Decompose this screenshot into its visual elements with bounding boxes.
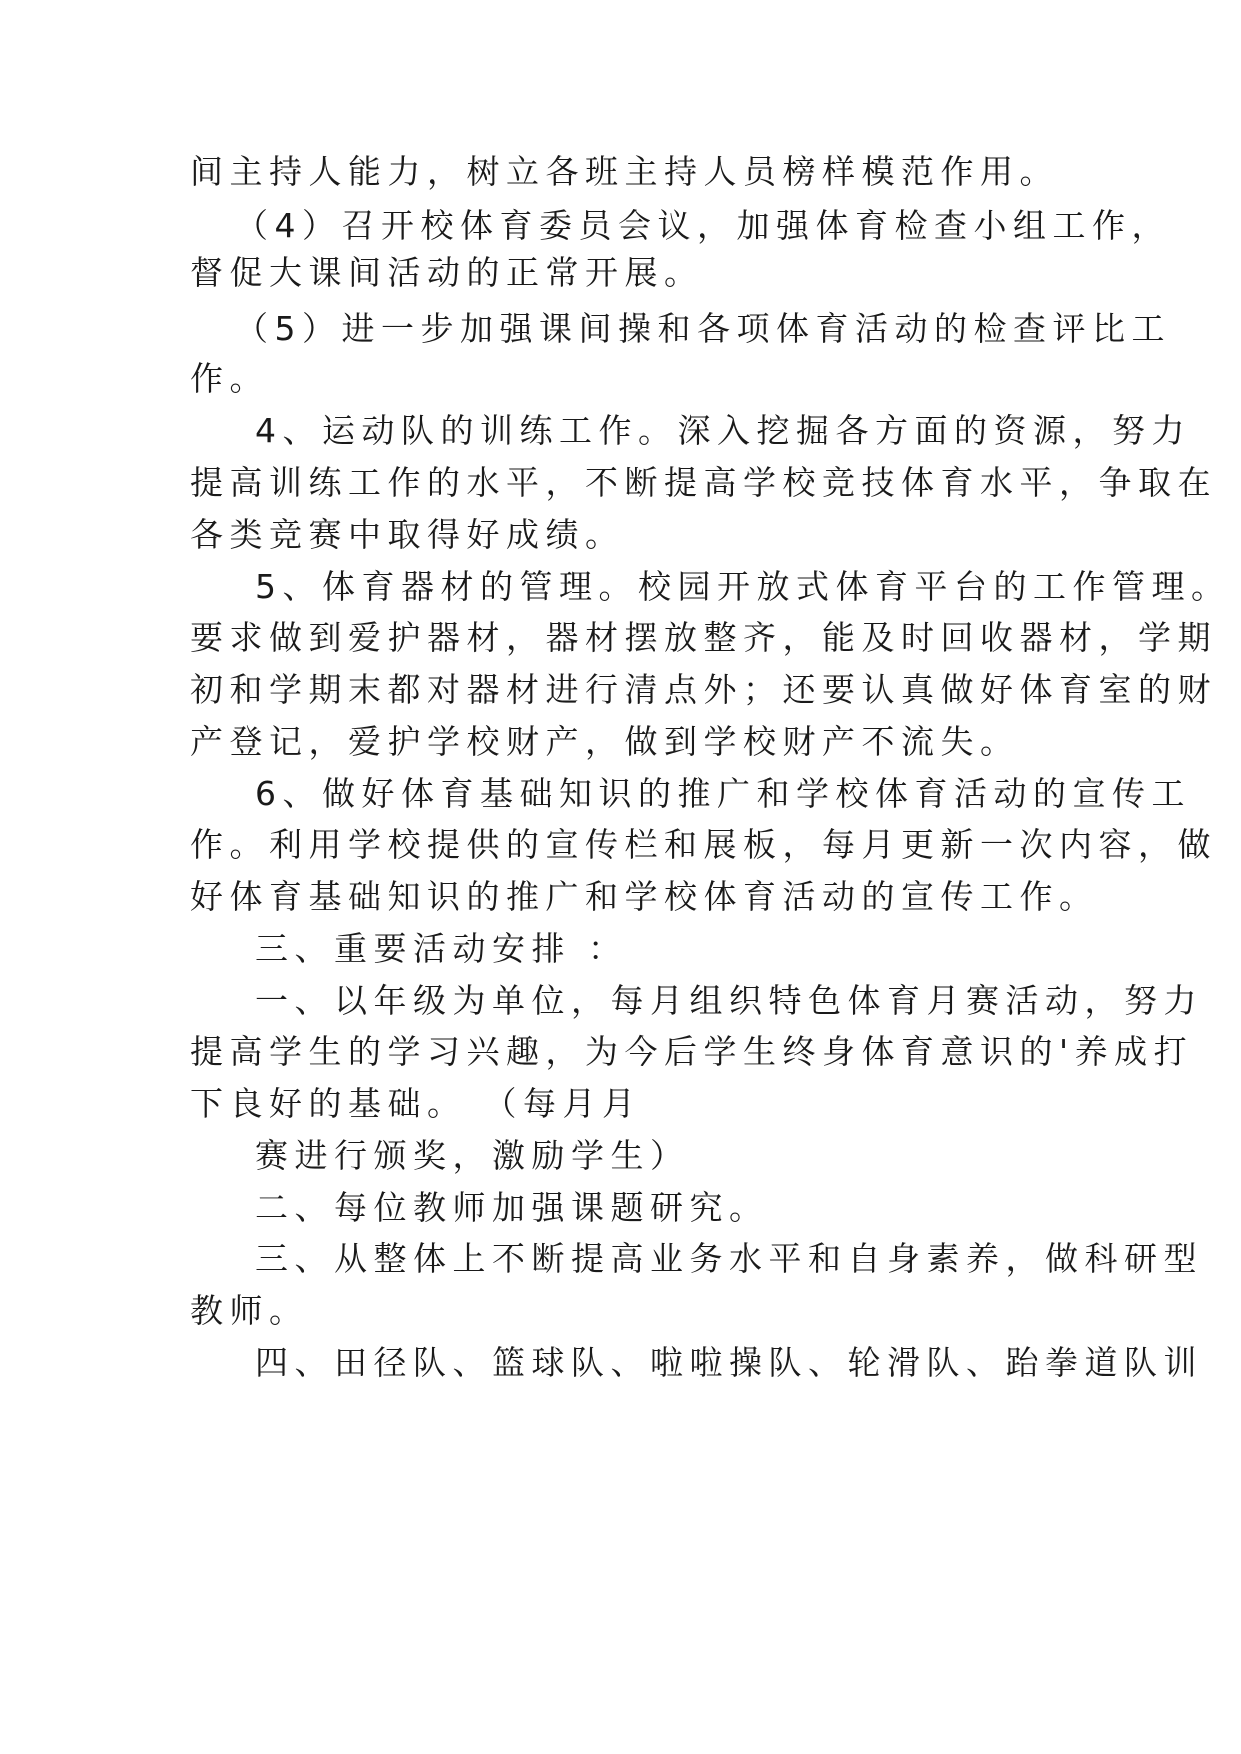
text-line: 赛进行颁奖，激励学生） (255, 1136, 690, 1175)
text-line: 教师。 (190, 1291, 309, 1330)
text-line: 各类竞赛中取得好成绩。 (190, 515, 625, 554)
text-line: 作。 (190, 359, 269, 398)
text-line: 提高学生的学习兴趣，为今后学生终身体育意识的'养成打 (190, 1032, 1194, 1071)
text-line: 提高训练工作的水平，不断提高学校竞技体育水平，争取在 (190, 463, 1217, 502)
text-line: 二、每位教师加强课题研究。 (255, 1188, 769, 1227)
text-line: 产登记，爱护学校财产，做到学校财产不流失。 (190, 722, 1020, 761)
text-line: 要求做到爱护器材，器材摆放整齐，能及时回收器材，学期 (190, 618, 1217, 657)
text-line: 一、以年级为单位，每月组织特色体育月赛活动，努力 (255, 981, 1203, 1020)
text-line: 下良好的基础。 （每月月 (190, 1084, 642, 1123)
text-line: 三、从整体上不断提高业务水平和自身素养，做科研型 (255, 1239, 1203, 1278)
text-line: 作。利用学校提供的宣传栏和展板，每月更新一次内容，做 (190, 825, 1217, 864)
text-line: 4、运动队的训练工作。深入挖掘各方面的资源，努力 (255, 411, 1191, 450)
text-line: 5、体育器材的管理。校园开放式体育平台的工作管理。 (255, 567, 1231, 606)
text-line: 6、做好体育基础知识的推广和学校体育活动的宣传工 (255, 774, 1191, 813)
text-line: 间主持人能力，树立各班主持人员榜样模范作用。 (190, 152, 1059, 191)
text-line: （4）召开校体育委员会议，加强体育检查小组工作， (235, 206, 1171, 245)
text-line: 督促大课间活动的正常开展。 (190, 253, 704, 292)
text-line: （5）进一步加强课间操和各项体育活动的检查评比工 (235, 309, 1171, 348)
text-line: 好体育基础知识的推广和学校体育活动的宣传工作。 (190, 877, 1099, 916)
text-line: 初和学期末都对器材进行清点外；还要认真做好体育室的财 (190, 670, 1217, 709)
text-line: 四、田径队、篮球队、啦啦操队、轮滑队、跆拳道队训 (255, 1343, 1203, 1382)
text-line: 三、重要活动安排 ： (255, 929, 628, 968)
